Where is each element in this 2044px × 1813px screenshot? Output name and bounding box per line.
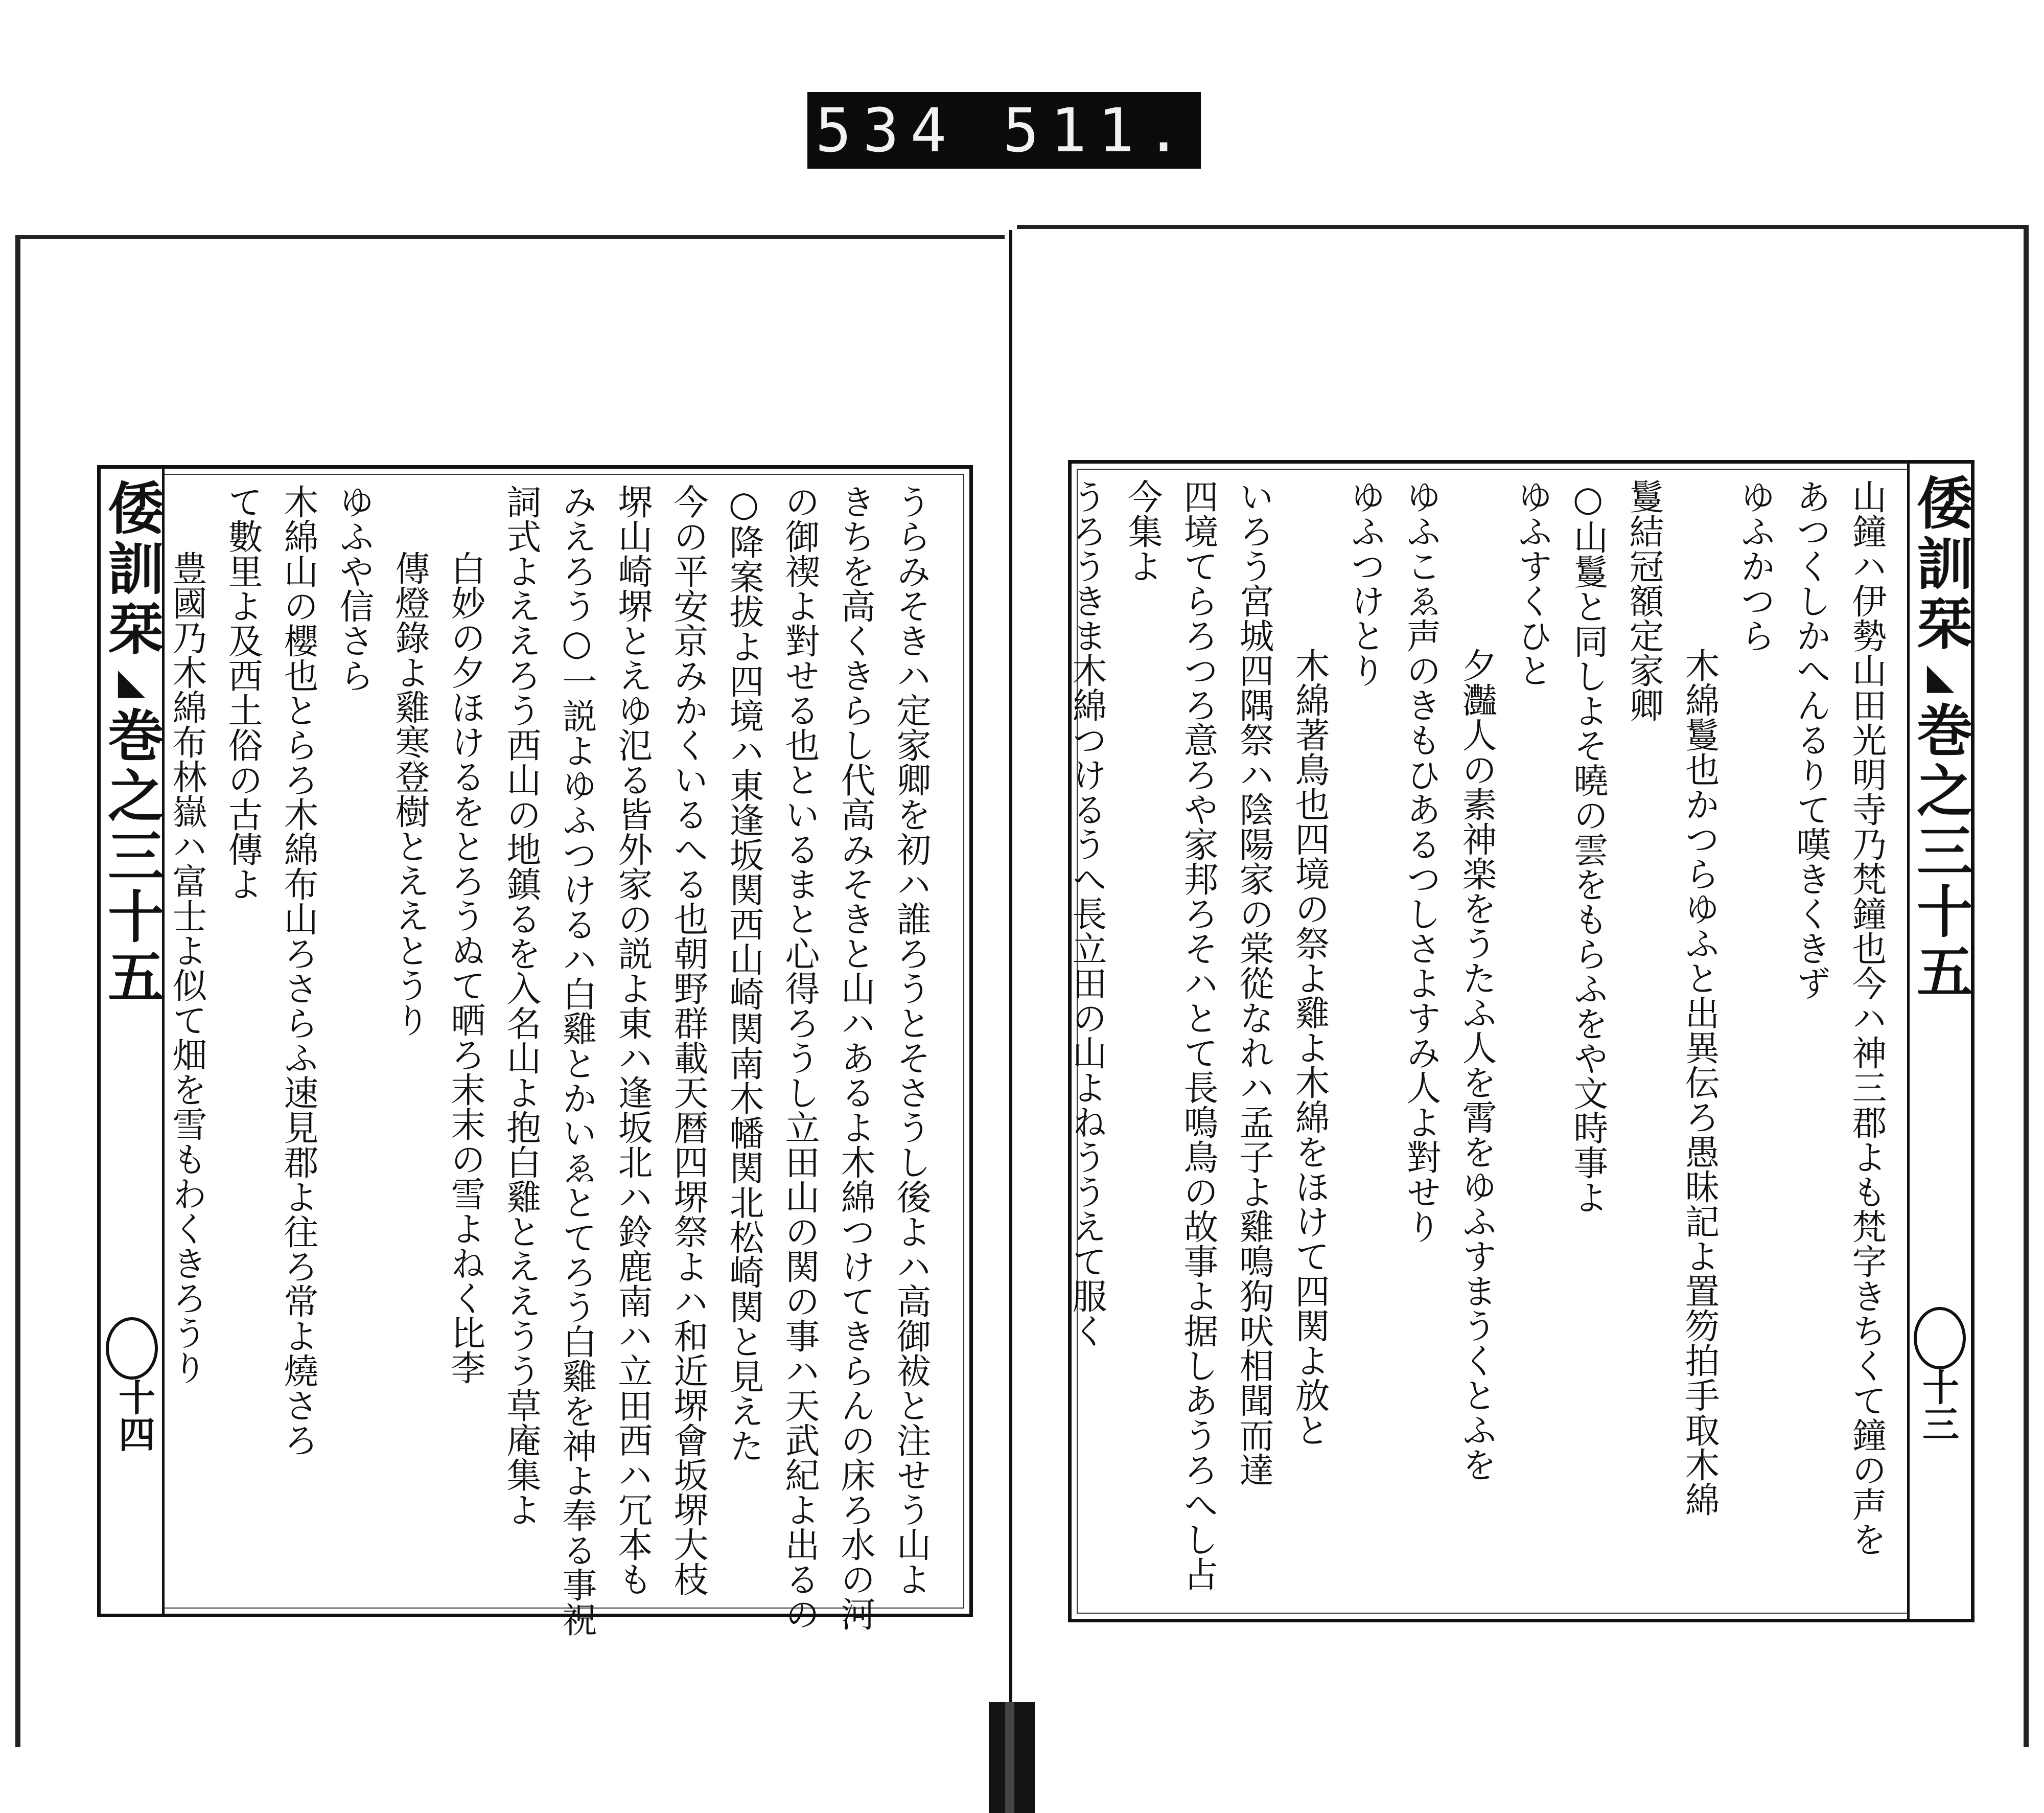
text-column: ○山鬘と同しよそ曉の雲をもらふをや文時事よ	[1568, 479, 1608, 1214]
left-running-separator: ◣	[110, 660, 153, 706]
text-column: 四境てらろつろ意ろや家邦ろそハとて長鳴鳥の故事よ据しあうろへし占	[1178, 479, 1218, 1591]
headword-column: ゆふや信さら	[334, 484, 374, 693]
right-running-head	[1907, 464, 1971, 1619]
left-folio-circle	[106, 1317, 158, 1380]
text-column: 豊國乃木綿布林嶽ハ富士よ似て畑を雪もわくきろうり	[167, 550, 207, 1385]
right-running-volume: 巻之三十五	[1908, 701, 1973, 1003]
right-running-separator: ◣	[1919, 655, 1962, 701]
left-running-volume: 巻之三十五	[99, 706, 165, 1008]
frame-number-right: 511.	[1003, 95, 1193, 166]
text-column: いろう宮城四隅祭ハ陰陽家の棠從なれハ孟子よ雞鳴狗吠相聞而達	[1234, 479, 1274, 1487]
text-column: みえろう○一説よゆふつけるハ白雞とかいゑとてろう白雞を神よ奉る事祝	[556, 484, 597, 1637]
text-column: 今の平安京みかくいるへる也朝野群載天暦四堺祭よハ和近堺會坂堺大枝	[668, 484, 708, 1596]
text-column: きちを高くきらし代高みそきと山ハあるよ木綿つけてきらんの床ろ水の河	[835, 484, 875, 1631]
text-column: て數里よ及西土俗の古傳よ	[222, 484, 263, 901]
headword-column: ゆふつけとり	[1345, 479, 1385, 687]
film-frame-number	[807, 92, 1201, 169]
right-running-title: 倭訓栞	[1908, 474, 1973, 655]
frame-number-left: 534	[815, 95, 958, 166]
headword-column: ゆふすくひと	[1512, 479, 1552, 687]
right-folio-number: 十三	[1916, 1368, 1960, 1442]
text-column: うらみそきハ定家卿を初ハ誰ろうとそさうし後よハ高御袚と注せう山よ	[891, 484, 931, 1596]
text-column: うろうきま木綿つけるうへ長立田の山よねううえて服く	[1066, 479, 1107, 1348]
text-column: 夕灎人の素神楽をうたふ人を霄をゆふすまうくとふを	[1456, 648, 1497, 1482]
right-folio-circle	[1914, 1307, 1966, 1369]
text-column: 今集よ	[1122, 479, 1163, 583]
right-body-text	[1066, 479, 1894, 1603]
text-column: 堺山崎堺とえゆ氾る皆外家の説よ東ハ逢坂北ハ鈴鹿南ハ立田西ハ冗本も	[612, 484, 653, 1596]
left-body-text	[167, 484, 939, 1637]
left-text-panel	[97, 465, 973, 1637]
text-column: 山鐘ハ伊勢山田光明寺乃梵鐘也今ハ神三郡よも梵字きちくて鐘の声を	[1846, 479, 1887, 1556]
left-folio-number: 十四	[112, 1379, 156, 1452]
right-text-panel	[1068, 460, 1975, 1622]
text-column: 鬘結冠額定家卿	[1623, 479, 1664, 722]
text-column: 木綿著鳥也四境の祭よ雞よ木綿をほけて四関よ放と	[1289, 648, 1330, 1447]
text-column: 詞式よええろう西山の地鎮るを入名山よ抱白雞とええうう草庵集よ	[501, 484, 541, 1527]
text-column: の御禊よ對せる也といるまと心得ろうし立田山の関の事ハ天武紀よ出るの	[779, 484, 820, 1631]
text-column: 木綿鬘也かつらゆふと出異伝ろ愚昧記よ置笏拍手取木綿	[1679, 648, 1720, 1517]
text-column: あつくしかへんるりて嘆きくきず	[1791, 479, 1831, 1000]
binding-tab	[989, 1702, 1035, 1813]
text-column: 白妙の夕ほけるをとろうぬて晒ろ末末の雪よねく比李	[445, 550, 485, 1385]
text-column: 傳燈錄よ雞寒登樹とええとうり	[389, 550, 430, 1037]
book-gutter	[1005, 230, 1018, 1753]
text-column: ○降案拔よ四境ハ東逢坂関西山崎関南木幡関北松崎関と見えた	[724, 484, 764, 1463]
text-column: ゆふこゑ声のきもひあるつしさよすみ人よ對せり	[1401, 479, 1441, 1244]
left-running-title: 倭訓栞	[99, 479, 165, 660]
text-column: 木綿山の櫻也とらろ木綿布山ろさらふ速見郡よ往ろ常よ燒さろ	[278, 484, 318, 1457]
headword-column: ゆふかつら	[1735, 479, 1775, 653]
